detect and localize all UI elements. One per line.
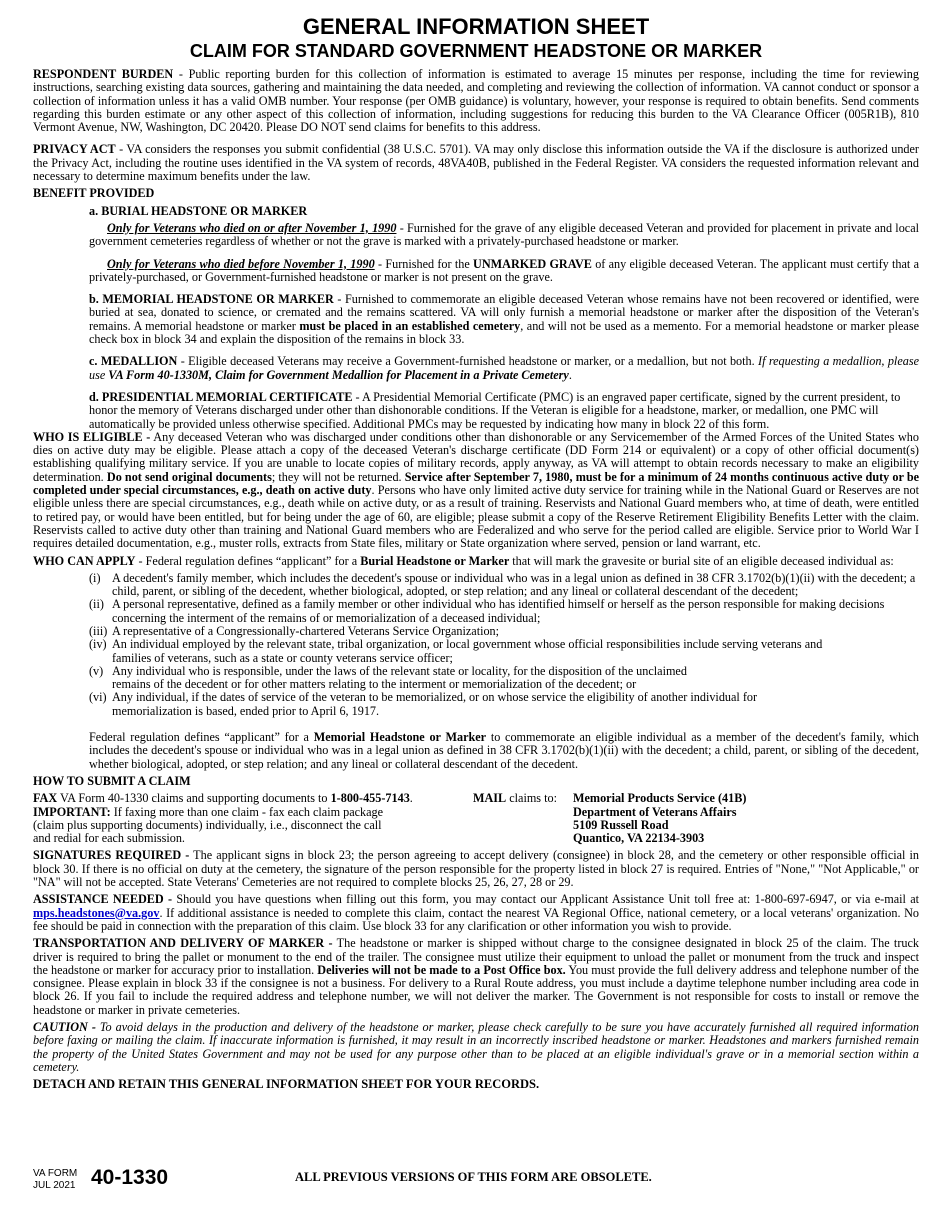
respondent-burden-text: - Public reporting burden for this collection of information is estimated to average 15 minutes per response, including the time for reviewing instructions, searching existing data sources, gathering and maintaining the data needed, and completing and reviewing the collection of information. VA cannot conduct or sponsor a collection of information unless it has a valid OMB number. Your response (per OMB guidance) is voluntary, however, your response is required to obtain benefits. Send comments regarding this burden estimate or any other aspect of this collection of information, including suggestions for reducing this burden to the VA Clearance Officer (005R1B), 810 Vermont Avenue, NW, Washington, DC 20420. Please DO NOT send claims for benefits to this address. [33,67,919,135]
memorial-headstone-paragraph: b. MEMORIAL HEADSTONE OR MARKER - Furnished to commemorate an eligible deceased Veteran whose remains have not been recovered or identified, were buried at sea, donated to science, or cremated and the remains scattered. VA will only furnish a memorial headstone or marker after the disposition of the Veteran's remains. A memorial headstone or marker must be placed in an established cemetery, and will not be used as a memento. For a memorial headstone or marker please check box in block 34 and explain the disposition of the remains in block 33. [89,292,919,347]
burial-before-1990-paragraph: Only for Veterans who died before November 1, 1990 - Furnished for the UNMARKED GRAVE of any eligible deceased Veteran. The applicant must certify that a privately-purchased, or Government-furnished headstone or marker is not present on the grave. [89,256,919,284]
list-item: (ii) A personal representative, defined as a family member or other individual who has identified himself or herself as the person responsible for making decisions concerning the interment of the remains of or memorialization of a deceased individual; [89,597,885,625]
list-item: (iii) A representative of a Congressionally-chartered Veterans Service Organization; [89,623,500,638]
list-item: (v) Any individual who is responsible, under the laws of the relevant state or locality, for the disposition of the unclaimed remains of the decedent or for other matters relating to the interment or memorialization of the decedent; or [89,663,687,692]
privacy-act-text: - VA considers the responses you submit confidential (38 U.S.C. 5701). VA may only disclose this information outside the VA if the disclosure is authorized under the Privacy Act, including the routine uses identified in the VA system of records, 48VA40B, published in the Federal Register. VA considers the requested information relevant and necessary to determine maximum benefits under the law. [33,142,919,184]
memorial-applicant-paragraph: Federal regulation defines “applicant” for a Memorial Headstone or Marker to commemorate an eligible individual as a member of the decedent's family, which includes the decedent's spouse or individual who was in a legal union as defined in 38 CFR 3.1702(b)(1)(ii) with the decedent; a child, parent, or sibling of the decedent, whether biological, adopted, or step relation; and any lineal or collateral descendant of the decedent. [89,730,920,771]
privacy-act-section [33,143,919,183]
support-email-link[interactable]: mps.headstones@va.gov [33,905,160,920]
burial-after-1990-paragraph: Only for Veterans who died on or after November 1, 1990 - Furnished for the grave of any eligible deceased Veteran and provided for placement in private and local government cemeteries regardless of whether or not the grave is marked with a privately-purchased headstone or marker. [89,220,919,249]
applicant-list [89,572,919,718]
list-item: (iv) An individual employed by the relevant state, tribal organization, or local government whose official responsibilities include serving veterans and families of veterans, such as a state or county veterans service officer; [89,637,823,665]
obsolete-notice: ALL PREVIOUS VERSIONS OF THIS FORM ARE OBSOLETE. [295,1170,652,1184]
transportation-section: TRANSPORTATION AND DELIVERY OF MARKER - The headstone or marker is shipped without charge to the consignee designated in block 25 of the claim. The truck driver is required to bring the pallet or monument to the end of the trailer. The consignee must utilize their equipment to unload the pallet or monument from the truck and inspect the headstone or marker for accuracy prior to installation. Deliveries will not be made to a Post Office box. You must provide the full delivery address and telephone number of the consignee. Please explain in block 33 if the consignee is not a business. For delivery to a Rural Route address, you must include a daytime telephone number including area code in block 26. If you fail to include the required address and telephone number, we will not deliver the marker. The Government is not responsible for costs to install or remove the headstone or marker in private cemeteries. [33,936,919,1017]
benefit-provided-heading: BENEFIT PROVIDED [33,186,155,201]
form-number: 40-1330 [91,1166,169,1189]
page-subtitle: CLAIM FOR STANDARD GOVERNMENT HEADSTONE OR MARKER [189,41,763,61]
list-item: (i) A decedent's family member, which includes the decedent's spouse or individual who was in a legal union as defined in 38 CFR 3.1702(b)(1)(ii) with the decedent; a child, parent, or sibling of the decedent, whether biological, adopted, or step relation; and any lineal or collateral descendant of the decedent; [89,570,916,599]
signatures-section: SIGNATURES REQUIRED - The applicant signs in block 23; the person agreeing to accept delivery (consignee) in block 28, and the cemetery or other responsible official in block 30. If there is no official on duty at the cemetery, the signature of the person responsible for the property listed in block 27 is required. Entries of "None," "Not Applicable," or "NA" will not be accepted. State Veterans' Cemeteries are not required to complete blocks 25, 26, 27, 28 or 29. [33,848,919,890]
medallion-paragraph: c. MEDALLION - Eligible deceased Veterans may receive a Government-furnished headstone or marker, or a medallion, but not both. If requesting a medallion, please use VA Form 40-1330M, Claim for Government Medallion for Placement in a Private Cemetery. [89,354,919,382]
form-label: VA FORM JUL 2021 [33,1168,78,1191]
detach-notice: DETACH AND RETAIN THIS GENERAL INFORMATION SHEET FOR YOUR RECORDS. [33,1077,540,1092]
assistance-section: ASSISTANCE NEEDED - Should you have questions when filling out this form, you may contact our Applicant Assistance Unit toll free at: 1-800-697-6947, or via e-mail at mps.headstones@va.gov. If additional assistance is needed to complete this claim, contact the nearest VA Regional Office, national cemetery, or a local veterans' organization. No fee should be paid in connection with the preparation of this claim. Use block 33 for any clarification or other information you wish to provide. [33,892,919,933]
form-footer [33,1166,919,1196]
mail-address: Memorial Products Service (41B) Department of Veterans Affairs 5109 Russell Road Quantico, VA 22134-3903 [573,791,747,846]
who-can-apply-section: WHO CAN APPLY - Federal regulation defines “applicant” for a Burial Headstone or Marker that will mark the gravesite or burial site of an eligible deceased individual as: [33,553,894,568]
privacy-act-heading: PRIVACY ACT [33,142,116,157]
submit-methods [33,792,919,845]
mail-instructions: MAIL claims to: Memorial Products Service (41B) Department of Veterans Affairs 5109 Russell Road Quantico, VA 22134-3903 [473,791,747,846]
fax-instructions: FAX VA Form 40-1330 claims and supporting documents to 1-800-455-7143. IMPORTANT: If faxing more than one claim - fax each claim package (claim plus supporting documents) individually, i.e., disconnect the call and redial for each submission. [33,791,413,846]
how-to-submit-heading: HOW TO SUBMIT A CLAIM [33,773,191,788]
respondent-burden-section [33,68,919,134]
burial-headstone-heading: a. BURIAL HEADSTONE OR MARKER [89,203,308,218]
list-item: (vi) Any individual, if the dates of service of the veteran to be memorialized, or on whose service the eligibility of another individual for memorialization is based, ended prior to April 6, 1917. [89,690,758,718]
document-page [33,14,919,1091]
page-title: GENERAL INFORMATION SHEET [302,14,650,39]
who-is-eligible-section: WHO IS ELIGIBLE - Any deceased Veteran who was discharged under conditions other than dishonorable or any Servicemember of the Armed Forces of the United States who dies on active duty may be eligible. Please attach a copy of the deceased Veteran's discharge certificate (DD Form 214 or equivalent) or a copy of other official document(s) establishing qualifying military service. If you are unable to locate copies of military records, apply anyway, as VA will attempt to obtain records necessary to make an eligibility determination. Do not send original documents; they will not be returned. Service after September 7, 1980, must be for a minimum of 24 months continuous active duty or be completed under special circumstances, e.g., death on active duty. Persons who have only limited active duty service for training while in the National Guard or Reserves are not eligible unless there are special circumstances, e.g., death while on active duty, or as a result of training. Reservists and National Guard members who, at time of death, were entitled to retired pay, or would have been entitled, but for being under the age of 60, are eligible; please submit a copy of the Reserve Retirement Eligibility Benefits Letter with the claim. Reservists called to active duty other than training and National Guard members who are Federalized and who serve for the period called are eligible. Service prior to World War I requires detailed documentation, e.g., muster rolls, extracts from State files, military or State organization where served, pension or land warrant, etc. [33,429,920,551]
caution-section: CAUTION - To avoid delays in the production and delivery of the headstone or marker, please check carefully to be sure you have accurately furnished all required information before faxing or mailing the claim. If inaccurate information is furnished, it may result in an incorrectly inscribed headstone or marker. Headstones and markers furnished remain the property of the United States Government and may not be used for any purpose other than to be placed at an eligible individual's grave or in a memorial section within a cemetery. [33,1020,919,1074]
respondent-burden-heading: RESPONDENT BURDEN [33,67,174,81]
pmc-paragraph: d. PRESIDENTIAL MEMORIAL CERTIFICATE - A Presidential Memorial Certificate (PMC) is an engraved paper certificate, signed by the current president, to honor the memory of Veterans discharged under other than dishonorable conditions. If the Veteran is eligible for a headstone, marker, or medallion, one PMC will automatically be provided unless otherwise specified. Additional PMCs may be requested by indicating how many in block 22 of this form. [89,389,901,431]
